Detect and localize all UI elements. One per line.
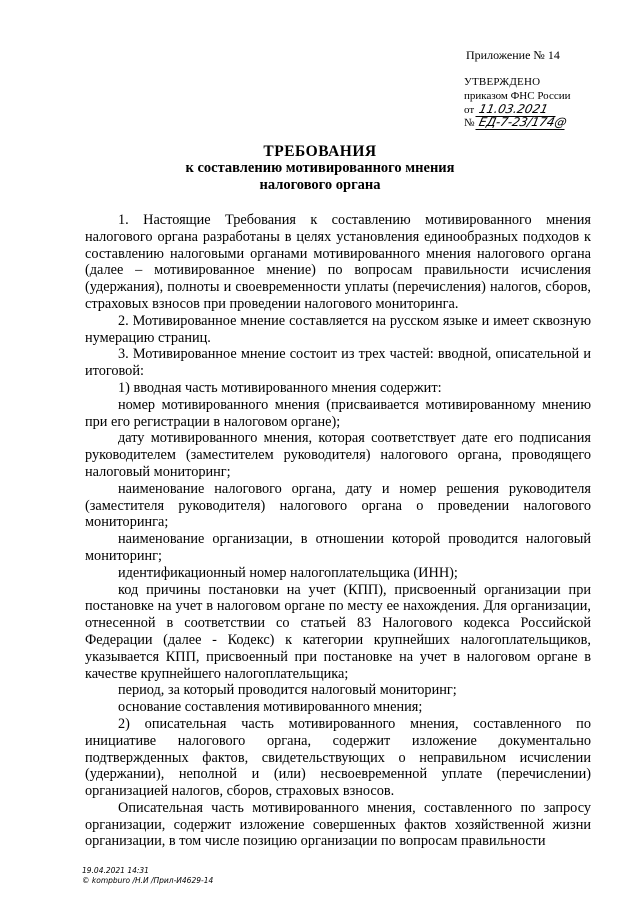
approved-label: УТВЕРЖДЕНО (464, 76, 541, 88)
document-subtitle-line2: налогового органа (259, 177, 381, 193)
paragraph: дату мотивированного мнения, которая соответствует дате его подписания руководителем (заместителем руководителя) налогового органа, проводящего налоговый мониторинг; (85, 430, 591, 480)
paragraph: номер мотивированного мнения (присваивается мотивированному мнению при его регистрации в налоговом органе); (85, 396, 591, 430)
paragraph: 3. Мотивированное мнение состоит из трех частей: вводной, описательной и итоговой: (85, 346, 591, 380)
date-prefix: от (464, 104, 475, 116)
document-title: ТРЕБОВАНИЯ (263, 143, 377, 160)
paragraph: период, за который проводится налоговый мониторинг; (118, 682, 457, 699)
print-source: © kompburo /Н.И /Прил-И4629-14 (82, 876, 214, 885)
print-timestamp: 19.04.2021 14:31 (82, 866, 149, 875)
paragraph: основание составления мотивированного мнения; (118, 699, 423, 716)
paragraph: 2) описательная часть мотивированного мнения, составленного по инициативе налогового органа, содержит изложение документально подтвержденных фактов, свидетельствующих о неправильном исчислении (удержании), неполной и (или) несвоевременной уплате (перечислении) организацией налогов, сборов, страховых взносов. (85, 715, 591, 800)
appendix-label: Приложение № 14 (466, 48, 560, 62)
paragraph: идентификационный номер налогоплательщика (ИНН); (118, 564, 458, 581)
handwritten-number: ЕД-7-23/174@ (476, 115, 569, 130)
handwritten-date: 11.03.2021 (475, 102, 558, 117)
number-prefix: № (464, 117, 475, 129)
paragraph: 1) вводная часть мотивированного мнения содержит: (118, 379, 442, 396)
paragraph: Описательная часть мотивированного мнения, составленного по запросу организации, содержит изложение совершенных фактов хозяйственной жизни организации, в том числе позицию организации по вопросам правильности (85, 799, 591, 850)
order-label: приказом ФНС России (464, 90, 571, 102)
document-body (85, 212, 591, 850)
paragraph: наименование организации, в отношении которой проводится налоговый мониторинг; (85, 531, 591, 564)
paragraph: код причины постановки на учет (КПП), присвоенный организации при постановке на учет в налоговом органе по месту ее нахождения. Для организации, отнесенной в соответствии со статьей 83 Налогового кодекса Российской Федерации (далее - Кодекс) к категории крупнейших налогоплательщиков, указывается КПП, присвоенный при постановке на учет в налоговом органе в качестве крупнейшего налогоплательщика; (85, 581, 591, 682)
paragraph: 1. Настоящие Требования к составлению мотивированного мнения налогового органа разработаны в целях установления единообразных подходов к составлению налоговыми органами мотивированного мнения налогового органа (далее – мотивированное мнение) по вопросам правильности исчисления (удержания), полноты и своевременности уплаты (перечисления) налогов, сборов, страховых взносов при проведении налогового мониторинга. (85, 212, 591, 312)
paragraph: 2. Мотивированное мнение составляется на русском языке и имеет сквозную нумерацию страниц. (85, 312, 591, 346)
paragraph: наименование налогового органа, дату и номер решения руководителя (заместителя руководителя) налогового органа о проведении налогового мониторинга; (85, 480, 591, 531)
order-number-line (464, 115, 567, 130)
document-subtitle-line1: к составлению мотивированного мнения (185, 160, 455, 176)
